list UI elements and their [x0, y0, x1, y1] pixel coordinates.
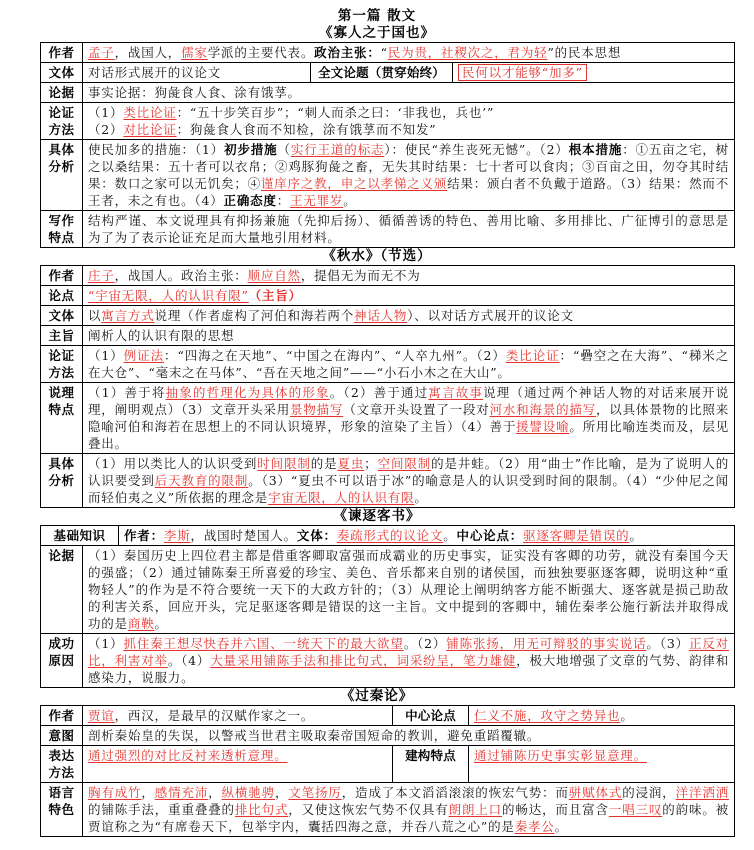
- key-term: 一唱三叹: [608, 802, 663, 817]
- row-content: [83, 546, 734, 633]
- plain-text: “: [380, 45, 388, 60]
- row-label: 意图: [41, 726, 83, 745]
- row-content: [83, 83, 734, 102]
- paragraph: [88, 455, 729, 506]
- key-term: 纵横驰骋: [221, 785, 275, 800]
- key-term: 通过强烈的对比反衬来透析意理。: [88, 748, 288, 763]
- table-row: [41, 326, 734, 346]
- paragraph: [88, 104, 729, 121]
- paragraph: [88, 727, 729, 744]
- row-content: [83, 103, 734, 139]
- table-row: [41, 746, 734, 783]
- table-row: [41, 266, 734, 286]
- row-sublabel: 中心论点: [393, 706, 469, 725]
- section-title: 《秋水》（节选）: [322, 248, 432, 264]
- plain-text: ，战国人，: [114, 45, 182, 60]
- plain-text: 对话形式展开的议论文: [88, 65, 222, 80]
- key-term: 寓言故事: [428, 385, 484, 400]
- row-label: 文体: [41, 63, 83, 82]
- paragraph: [88, 84, 729, 101]
- table-row: [41, 43, 734, 63]
- row-label: 基础知识: [41, 526, 119, 545]
- key-term: 庄子: [88, 268, 115, 283]
- paragraph: [88, 307, 729, 324]
- key-term: 谨庠序之教，申之以孝悌之义颁: [260, 176, 448, 191]
- row-label: 论据: [41, 546, 83, 633]
- key-term: 宇宙无限，人的认识有限: [268, 490, 415, 505]
- row-label: 主旨: [41, 326, 83, 345]
- plain-text: （: [277, 142, 291, 157]
- paragraph: [88, 212, 729, 246]
- row-label: 具体分析: [41, 454, 83, 507]
- section-title: 《寡人之于国也》: [319, 25, 435, 41]
- key-term: 援譬设喻: [516, 419, 570, 434]
- plain-text: （2）: [88, 122, 124, 137]
- key-term: 骈赋体式: [568, 785, 623, 800]
- key-term: 民为贵，社稷次之，君为轻: [387, 45, 548, 60]
- section-table: [40, 42, 735, 248]
- paragraph: [88, 384, 729, 452]
- plain-text: （1）秦国历史上四位君主都是借重客卿取富强而成霸业的历史事实，证实没有客卿的功劳，就没有秦国今天的强盛；（2）通过铺陈秦王所喜爱的珍宝、美色、音乐都来自别的诸侯国，而独独要驱逐客卿，说明这种“重物轻人”的作为是不符合要统一天下的大政方针的；（3）从理论上阐明纳客方能不断强大、逐客就是损己助敌的利害关系，回应开头，完足驱逐客卿是错误的这一主旨。文中提到的客卿中，辅佐秦孝公施行新法并取得成功的是: [88, 548, 729, 631]
- plain-text: 的韵味。被贾谊称之为“有席卷天下，包举宇内，囊括四海之意，并吞八荒之心”的是: [88, 802, 729, 834]
- plain-text: 。（2）善于通过: [329, 385, 429, 400]
- key-term: “宇宙无限，人的认识有限”: [88, 288, 249, 303]
- row-label: 论证方法: [41, 346, 83, 382]
- plain-text: （1）善于将: [88, 385, 166, 400]
- paragraph: [88, 327, 729, 344]
- row-content: [83, 726, 734, 745]
- key-term: 河水和海景的描写: [489, 402, 596, 417]
- section-title: 《过秦论》: [340, 688, 414, 704]
- paragraph: [88, 44, 729, 61]
- paragraph: [124, 527, 729, 544]
- table-row: [41, 306, 734, 326]
- row-content: [83, 634, 734, 687]
- key-term: 寓言方式: [101, 308, 155, 323]
- plain-text: ：: [276, 193, 291, 208]
- key-term: 时间限制: [257, 456, 311, 471]
- paragraph: [88, 784, 729, 835]
- key-term: 抓住秦王想尽快吞并六国、一统天下的最大欲望: [123, 636, 404, 651]
- key-term: 空间限制: [377, 456, 432, 471]
- plain-text: ）：使民“养生丧死无憾”。（2）: [384, 142, 569, 157]
- plain-text: 结果：颁白者不负戴于道路。（3）结果：然而不王者，未之有也。（4）: [88, 176, 729, 208]
- plain-text: ，又使这恢宏气势不仅具有: [288, 802, 449, 817]
- paragraph: [88, 347, 729, 381]
- row-label: 论点: [41, 286, 83, 305]
- plain-text: 阐析人的认识有限的思想: [88, 328, 235, 343]
- plain-text: ；: [364, 456, 378, 471]
- row-content: [83, 211, 734, 247]
- paragraph: [88, 267, 729, 284]
- plain-text: 使民加多的措施：（1）: [88, 142, 225, 157]
- table-row: [41, 526, 734, 546]
- plain-text: ，: [274, 785, 289, 800]
- row-label: 文体: [41, 306, 83, 325]
- row-content: [83, 746, 393, 782]
- key-term: 铺陈张扬，用无可辩驳的事实说话: [446, 636, 647, 651]
- plain-text: 。（3）“夏虫不可以语于冰”的喻意是人的认识受到时间的限制。（4）“少仲尼之闻而轻伯夷之义”所依据的理念是: [88, 473, 729, 505]
- plain-text: ，造成了本文滔滔滚滚的恢宏气势：而: [341, 785, 569, 800]
- plain-text: 。（2）: [403, 636, 447, 651]
- key-term: 奏疏形式的议论文: [336, 528, 444, 543]
- plain-text: ：狗彘食人食而不知检，涂有饿莩而不知发”: [176, 122, 437, 137]
- table-row: [41, 383, 734, 454]
- plain-text: ，极大地增强了文章的气势、韵律和感染力，说服力。: [88, 653, 729, 685]
- plain-text: 。: [154, 616, 168, 631]
- plain-text: 。所用比喻连类而及，层见叠出。: [88, 419, 730, 451]
- plain-text: 的是: [310, 456, 338, 471]
- key-term: 抽象的哲理化为具体的形象: [165, 385, 330, 400]
- key-term: 朗朗上口: [448, 802, 503, 817]
- table-row: [41, 726, 734, 746]
- bold-term: 政治主张：: [314, 45, 381, 60]
- table-row: [41, 63, 734, 83]
- row-label: 语言特色: [41, 783, 83, 836]
- key-term: 对比论证: [123, 122, 177, 137]
- plain-text: ：“礨空之在大海”、“稊米之在大仓”、“毫末之在马体”、“吾在天地之间”——“小石小木之在大山”。: [88, 348, 730, 380]
- table-row: [41, 346, 734, 383]
- row-content: [83, 783, 734, 836]
- key-term: 实行王道的标志: [290, 142, 385, 157]
- row-label: 作者: [41, 706, 83, 725]
- plain-text: ：“五十步笑百步”；“刺人而杀之曰：‘非我也，兵也’”: [176, 105, 495, 120]
- row-content: [83, 286, 734, 305]
- key-term: 景物描写: [290, 402, 344, 417]
- plain-text: ：①五亩之宅，树之以桑结果：五十者可以衣帛；②鸡豚狗彘之畜，无失其时结果：七十者可以食肉；③百亩之田，勿夺其时结果：数口之家可以无饥矣；④: [88, 142, 729, 191]
- plain-text: 的浸润，: [622, 785, 676, 800]
- row-label: 表达方法: [41, 746, 83, 782]
- plain-text: ，: [208, 785, 222, 800]
- paragraph: [88, 287, 729, 304]
- table-row: [41, 634, 734, 687]
- row-content: [83, 306, 734, 325]
- plain-text: ，战国时楚国人。: [190, 528, 297, 543]
- row-content: [83, 266, 734, 285]
- plain-text: （1）: [88, 636, 124, 651]
- plain-text: （文章开头设置了一段对: [343, 402, 490, 417]
- key-term: 洋洋洒洒: [675, 785, 730, 800]
- plain-text: 。: [620, 708, 634, 723]
- key-term: 例证法: [123, 348, 165, 363]
- key-term: 文笔扬厉: [288, 785, 342, 800]
- plain-text: 。: [343, 193, 357, 208]
- key-term: 商鞅: [127, 616, 155, 631]
- table-row: [41, 546, 734, 634]
- table-row: [41, 140, 734, 211]
- paragraph: [88, 707, 387, 724]
- plain-text: 事实论据：狗彘食人食、涂有饿莩。: [88, 85, 301, 100]
- key-term: 通过铺陈历史事实彰显意理。: [474, 748, 647, 763]
- plain-text: 。: [629, 528, 643, 543]
- key-term: 后天教育的限制: [154, 473, 249, 488]
- bold-term: 正确态度: [223, 193, 277, 208]
- table-row: [41, 83, 734, 103]
- bold-term: 作者：: [124, 528, 164, 543]
- paragraph: [88, 141, 729, 209]
- bold-term: 中心论点：: [456, 528, 524, 543]
- row-sublabel: 建构特点: [393, 746, 469, 782]
- section-table: [40, 525, 735, 688]
- key-term: 贾谊: [88, 708, 115, 723]
- key-term: 李斯: [163, 528, 191, 543]
- plain-text: ，以具体景物的比照来隐喻河伯和海若在思想上的不同认识境界，形象的渲染了主旨）（4）善于: [88, 402, 729, 434]
- row-content: [83, 706, 393, 725]
- key-term: 仁义不施，攻守之势异也: [474, 708, 621, 723]
- row-content: [83, 43, 734, 62]
- key-term: 孟子: [88, 45, 115, 60]
- row-content: [83, 346, 734, 382]
- section-title: 《谏逐客书》: [333, 508, 421, 524]
- plain-text: 。: [554, 819, 568, 834]
- plain-text: ，战国人。政治主张：: [114, 268, 248, 283]
- key-term: 儒家: [181, 45, 208, 60]
- plain-text: 以: [88, 308, 102, 323]
- paragraph: [88, 635, 729, 686]
- key-term: 驱逐客卿是错误的: [523, 528, 630, 543]
- bold-term: 初步措施: [224, 142, 278, 157]
- plain-text: 。（4）: [167, 653, 211, 668]
- page-title: 第一篇 散文: [337, 8, 417, 24]
- plain-text: ”的民本思想: [547, 45, 622, 60]
- plain-text: 结构严谨、本文说理具有抑扬兼施（先抑后扬）、循循善诱的特色、善用比喻、多用排比、广征博引的意思是为了为了表示论证充足而大量地引用材料。: [88, 213, 729, 245]
- row-content: [83, 140, 734, 210]
- row-label: 作者: [41, 43, 83, 62]
- plain-text: 。（3）: [646, 636, 689, 651]
- plain-text: 说理（作者虚构了河伯和海若两个: [154, 308, 355, 323]
- plain-text: ：“四海之在天地”、“中国之在海内”、“人卒九州”。（2）: [164, 348, 506, 363]
- section-table: [40, 705, 735, 837]
- row-label: 具体分析: [41, 140, 83, 210]
- plain-text: 说理（通过两个神话人物的对话来展开说理，阐明观点）（3）文章开头采用: [88, 385, 730, 417]
- row-sublabel: 全文论题（贯穿始终）: [311, 63, 453, 82]
- table-row: [41, 706, 734, 726]
- paragraph: [458, 64, 729, 81]
- table-row: [41, 286, 734, 306]
- key-term: 胸有成竹: [88, 785, 142, 800]
- plain-text: （1）: [88, 348, 124, 363]
- paragraph: [474, 707, 729, 724]
- paragraph: [88, 64, 305, 81]
- boxed-key-term: 民何以才能够“加多”: [458, 64, 587, 81]
- plain-text: ）、以对话方式展开的议论文: [407, 308, 574, 323]
- key-term: 大量采用铺陈手法和排比句式，词采纷呈，笔力雄健: [210, 653, 517, 668]
- row-label: 论证方法: [41, 103, 83, 139]
- paragraph: [88, 121, 729, 138]
- table-row: [41, 783, 734, 836]
- key-term: 神话人物: [354, 308, 408, 323]
- plain-text: 的铺陈手法，重重叠叠的: [88, 802, 235, 817]
- row-content: [453, 63, 734, 82]
- key-term: 类比论证: [505, 348, 560, 363]
- row-content: [83, 63, 311, 82]
- paragraph: [474, 747, 729, 764]
- key-term: 感情充沛: [154, 785, 209, 800]
- table-row: [41, 211, 734, 247]
- section-table: [40, 265, 735, 508]
- plain-text: 。: [414, 490, 428, 505]
- plain-text: 的是井蛙。（2）用“曲士”作比喻，是为了说明人的认识要受到: [88, 456, 730, 488]
- key-term: 排比句式: [234, 802, 289, 817]
- row-label: 说理特点: [41, 383, 83, 453]
- row-content: [83, 326, 734, 345]
- row-label: 论据: [41, 83, 83, 102]
- row-content: [83, 454, 734, 507]
- row-label: 写作特点: [41, 211, 83, 247]
- table-row: [41, 454, 734, 507]
- plain-text: （1）: [88, 105, 124, 120]
- plain-text: 的畅达，而且富含: [502, 802, 609, 817]
- plain-text: 。: [443, 528, 457, 543]
- key-term: 类比论证: [123, 105, 177, 120]
- key-term-bold: （主旨）: [248, 288, 302, 303]
- plain-text: ，提倡无为而无不为: [300, 268, 421, 283]
- row-content: [83, 383, 734, 453]
- row-content: [469, 746, 734, 782]
- row-content: [469, 706, 734, 725]
- key-term: 正反对比，利害对举: [88, 636, 729, 668]
- key-term: 秦孝公: [514, 819, 555, 834]
- bold-term: 文体：: [296, 528, 337, 543]
- plain-text: （1）用以类比人的认识受到: [88, 456, 258, 471]
- row-content: [119, 526, 734, 545]
- bold-term: 根本措施: [568, 142, 623, 157]
- row-label: 作者: [41, 266, 83, 285]
- plain-text: ，: [141, 785, 155, 800]
- key-term: 王无罪岁: [290, 193, 344, 208]
- plain-text: 剖析秦始皇的失误，以警戒当世君主吸取秦帝国短命的教训，避免重蹈覆辙。: [88, 728, 541, 743]
- paragraph: [88, 747, 387, 764]
- plain-text: ，西汉，是最早的汉赋作家之一。: [114, 708, 315, 723]
- row-label: 成功原因: [41, 634, 83, 687]
- table-row: [41, 103, 734, 140]
- key-term: 夏虫: [337, 456, 365, 471]
- key-term: 顺应自然: [247, 268, 301, 283]
- plain-text: 学派的主要代表。: [207, 45, 315, 60]
- paragraph: [88, 547, 729, 632]
